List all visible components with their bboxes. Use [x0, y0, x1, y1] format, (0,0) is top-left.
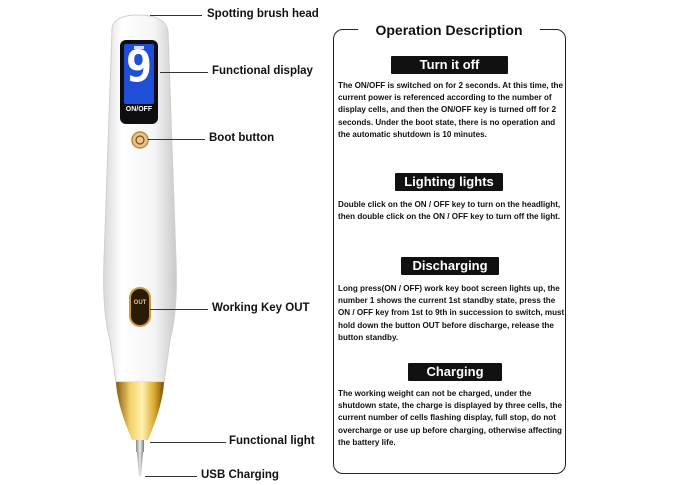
callout-line-working-key: [150, 309, 208, 310]
boot-button-shape: [132, 132, 148, 148]
display-digit: 9: [125, 41, 153, 92]
callout-line-display: [160, 72, 208, 73]
section-header-discharging: Discharging: [401, 257, 499, 275]
section-body-lighting: Double click on the ON / OFF key to turn on the headlight, then double click on the ON / OFF key to turn off the light.: [338, 200, 561, 222]
needle: [136, 440, 144, 452]
panel-title: Operation Description: [358, 20, 540, 40]
working-key-label: OUT: [133, 300, 147, 306]
callout-line-usb: [145, 476, 197, 477]
callout-line-boot: [148, 139, 205, 140]
section-header-turn-off: Turn it off: [391, 56, 508, 74]
label-functional-display: Functional display: [212, 65, 313, 77]
callout-line-light: [150, 442, 226, 443]
label-spotting-brush-head: Spotting brush head: [207, 8, 319, 20]
working-key-shape: [130, 288, 150, 326]
section-body-turn-off: The ON/OFF is switched on for 2 seconds. At this time, the current power is referenced according to the number of display cells, and then the ON/OFF key is turned off for 2 seconds. Under the boot state, there is no operation and the automatic shutdown is 10 minutes.: [338, 81, 564, 139]
section-body-discharging: Long press(ON / OFF) work key boot screen lights up, the number 1 shows the current 1st standby state, press the ON / OFF key from 1st to 9th in succession to switch, must hold down the button OUT before discharge, release the button standby.: [338, 284, 565, 342]
label-usb-charging: USB Charging: [201, 469, 279, 481]
section-body-charging: The working weight can not be charged, under the shutdown state, the charge is displayed by three cells, the current number of cells flashing display, full stop, do not overcharge or use up before charging, otherwise affecting the battery life.: [338, 389, 562, 447]
gold-tip: [116, 382, 164, 440]
display-label: ON/OFF: [125, 106, 153, 113]
label-working-key-out: Working Key OUT: [212, 302, 310, 314]
label-functional-light: Functional light: [229, 435, 315, 447]
callout-line-brush-head: [150, 15, 202, 16]
section-header-charging: Charging: [408, 363, 502, 381]
section-header-lighting: Lighting lights: [395, 173, 503, 191]
label-boot-button: Boot button: [209, 132, 275, 144]
